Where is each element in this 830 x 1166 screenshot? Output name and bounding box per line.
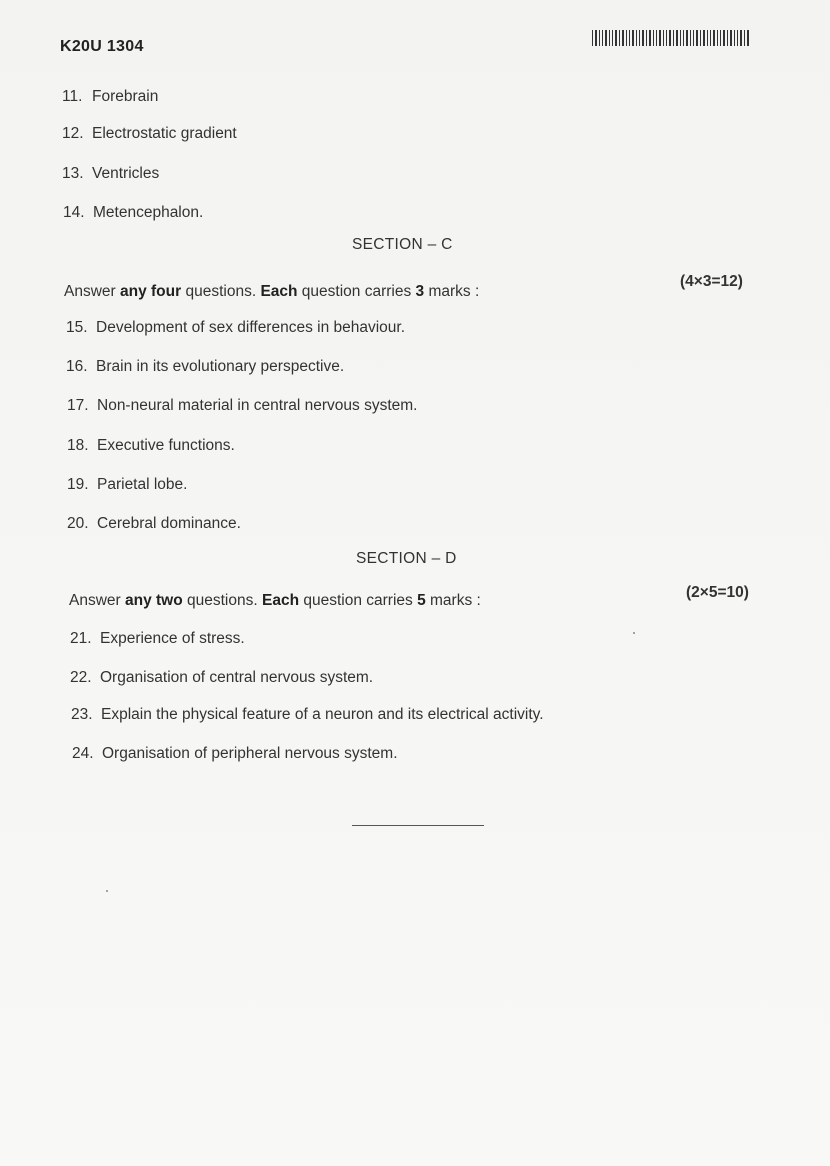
question-11: 11. Forebrain (62, 88, 159, 105)
question-18: 18. Executive functions. (67, 437, 235, 454)
question-23: 23. Explain the physical feature of a neuron and its electrical activity. (71, 706, 544, 723)
section-c-title: SECTION – C (352, 236, 453, 253)
question-15: 15. Development of sex differences in behaviour. (66, 319, 406, 336)
question-21: 21. Experience of stress. (70, 630, 245, 647)
scan-speck (633, 632, 635, 634)
end-of-paper-rule (352, 825, 484, 826)
question-24: 24. Organisation of peripheral nervous system. (72, 745, 398, 762)
question-20: 20. Cerebral dominance. (67, 515, 241, 532)
paper-code: K20U 1304 (60, 38, 144, 55)
section-d-instruction: Answer any two questions. Each question carries 5 marks : (69, 592, 481, 609)
section-d-marks: (2×5=10) (686, 584, 749, 601)
question-13: 13. Ventricles (62, 165, 160, 182)
question-16: 16. Brain in its evolutionary perspective. (66, 358, 345, 375)
section-d-title: SECTION – D (356, 550, 457, 567)
question-12: 12. Electrostatic gradient (62, 125, 237, 142)
question-22: 22. Organisation of central nervous system. (70, 669, 374, 686)
scan-speck (106, 890, 108, 892)
section-c-marks: (4×3=12) (680, 273, 743, 290)
question-14: 14. Metencephalon. (63, 204, 204, 221)
question-19: 19. Parietal lobe. (67, 476, 188, 493)
section-c-instruction: Answer any four questions. Each question carries 3 marks : (64, 283, 480, 300)
question-17: 17. Non-neural material in central nervous system. (67, 397, 418, 414)
barcode (592, 30, 750, 46)
